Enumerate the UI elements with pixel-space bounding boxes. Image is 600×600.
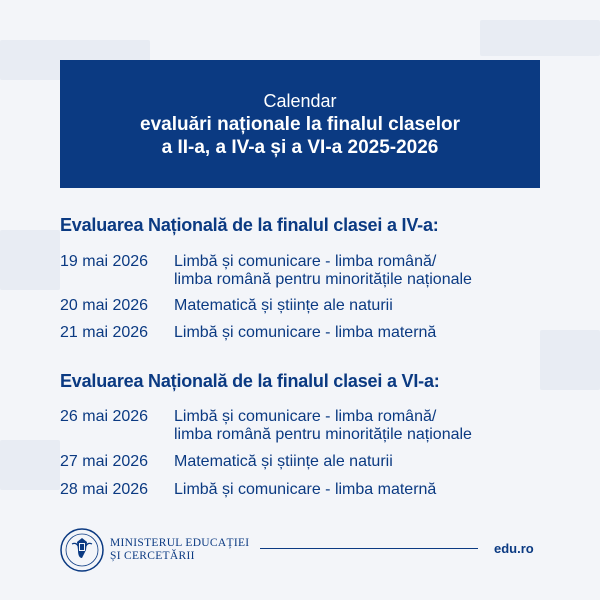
exam-date: 28 mai 2026: [60, 481, 149, 498]
website-link[interactable]: edu.ro: [494, 541, 534, 556]
section-title-clasa-vi: Evaluarea Națională de la finalul clasei a VI-a:: [60, 371, 440, 391]
header-subtitle-line1: evaluări naționale la finalul claselor: [140, 114, 460, 135]
footer-divider: [260, 548, 478, 549]
list-item: [60, 407, 550, 447]
exam-subject-continued: limba română pentru minoritățile naționale: [174, 426, 472, 443]
background-decoration: [480, 20, 600, 56]
ministry-name-line1: MINISTERUL EDUCAȚIEI: [110, 537, 250, 549]
exam-date: 20 mai 2026: [60, 297, 149, 314]
exam-date: 21 mai 2026: [60, 324, 149, 341]
exam-subject-continued: limba română pentru minoritățile naționale: [174, 271, 472, 288]
calendar-header: [60, 60, 540, 188]
exam-date: 19 mai 2026: [60, 253, 149, 270]
list-item: [60, 452, 550, 472]
exam-date: 27 mai 2026: [60, 453, 149, 470]
background-decoration: [0, 230, 60, 290]
ministry-name: [110, 537, 249, 563]
section-title-clasa-iv: Evaluarea Națională de la finalul clasei a IV-a:: [60, 215, 439, 235]
header-subtitle-line2: a II-a, a IV-a și a VI-a 2025-2026: [161, 137, 439, 158]
list-item: [60, 480, 550, 500]
header-title: Calendar: [263, 91, 337, 111]
list-item: [60, 296, 550, 316]
exam-date: 26 mai 2026: [60, 408, 149, 425]
exam-subject: Limbă și comunicare - limba maternă: [174, 481, 437, 498]
exam-subject: Limbă și comunicare - limba română/: [174, 253, 437, 270]
background-decoration: [0, 440, 60, 490]
exam-subject: Limbă și comunicare - limba maternă: [174, 324, 437, 341]
exam-subject: Matematică și științe ale naturii: [174, 453, 393, 470]
ministry-name-line2: ȘI CERCETĂRII: [110, 550, 195, 562]
romanian-government-crest-icon: [60, 528, 104, 572]
exam-subject: Matematică și științe ale naturii: [174, 297, 393, 314]
exam-subject: Limbă și comunicare - limba română/: [174, 408, 437, 425]
list-item: [60, 323, 550, 343]
list-item: [60, 252, 550, 292]
